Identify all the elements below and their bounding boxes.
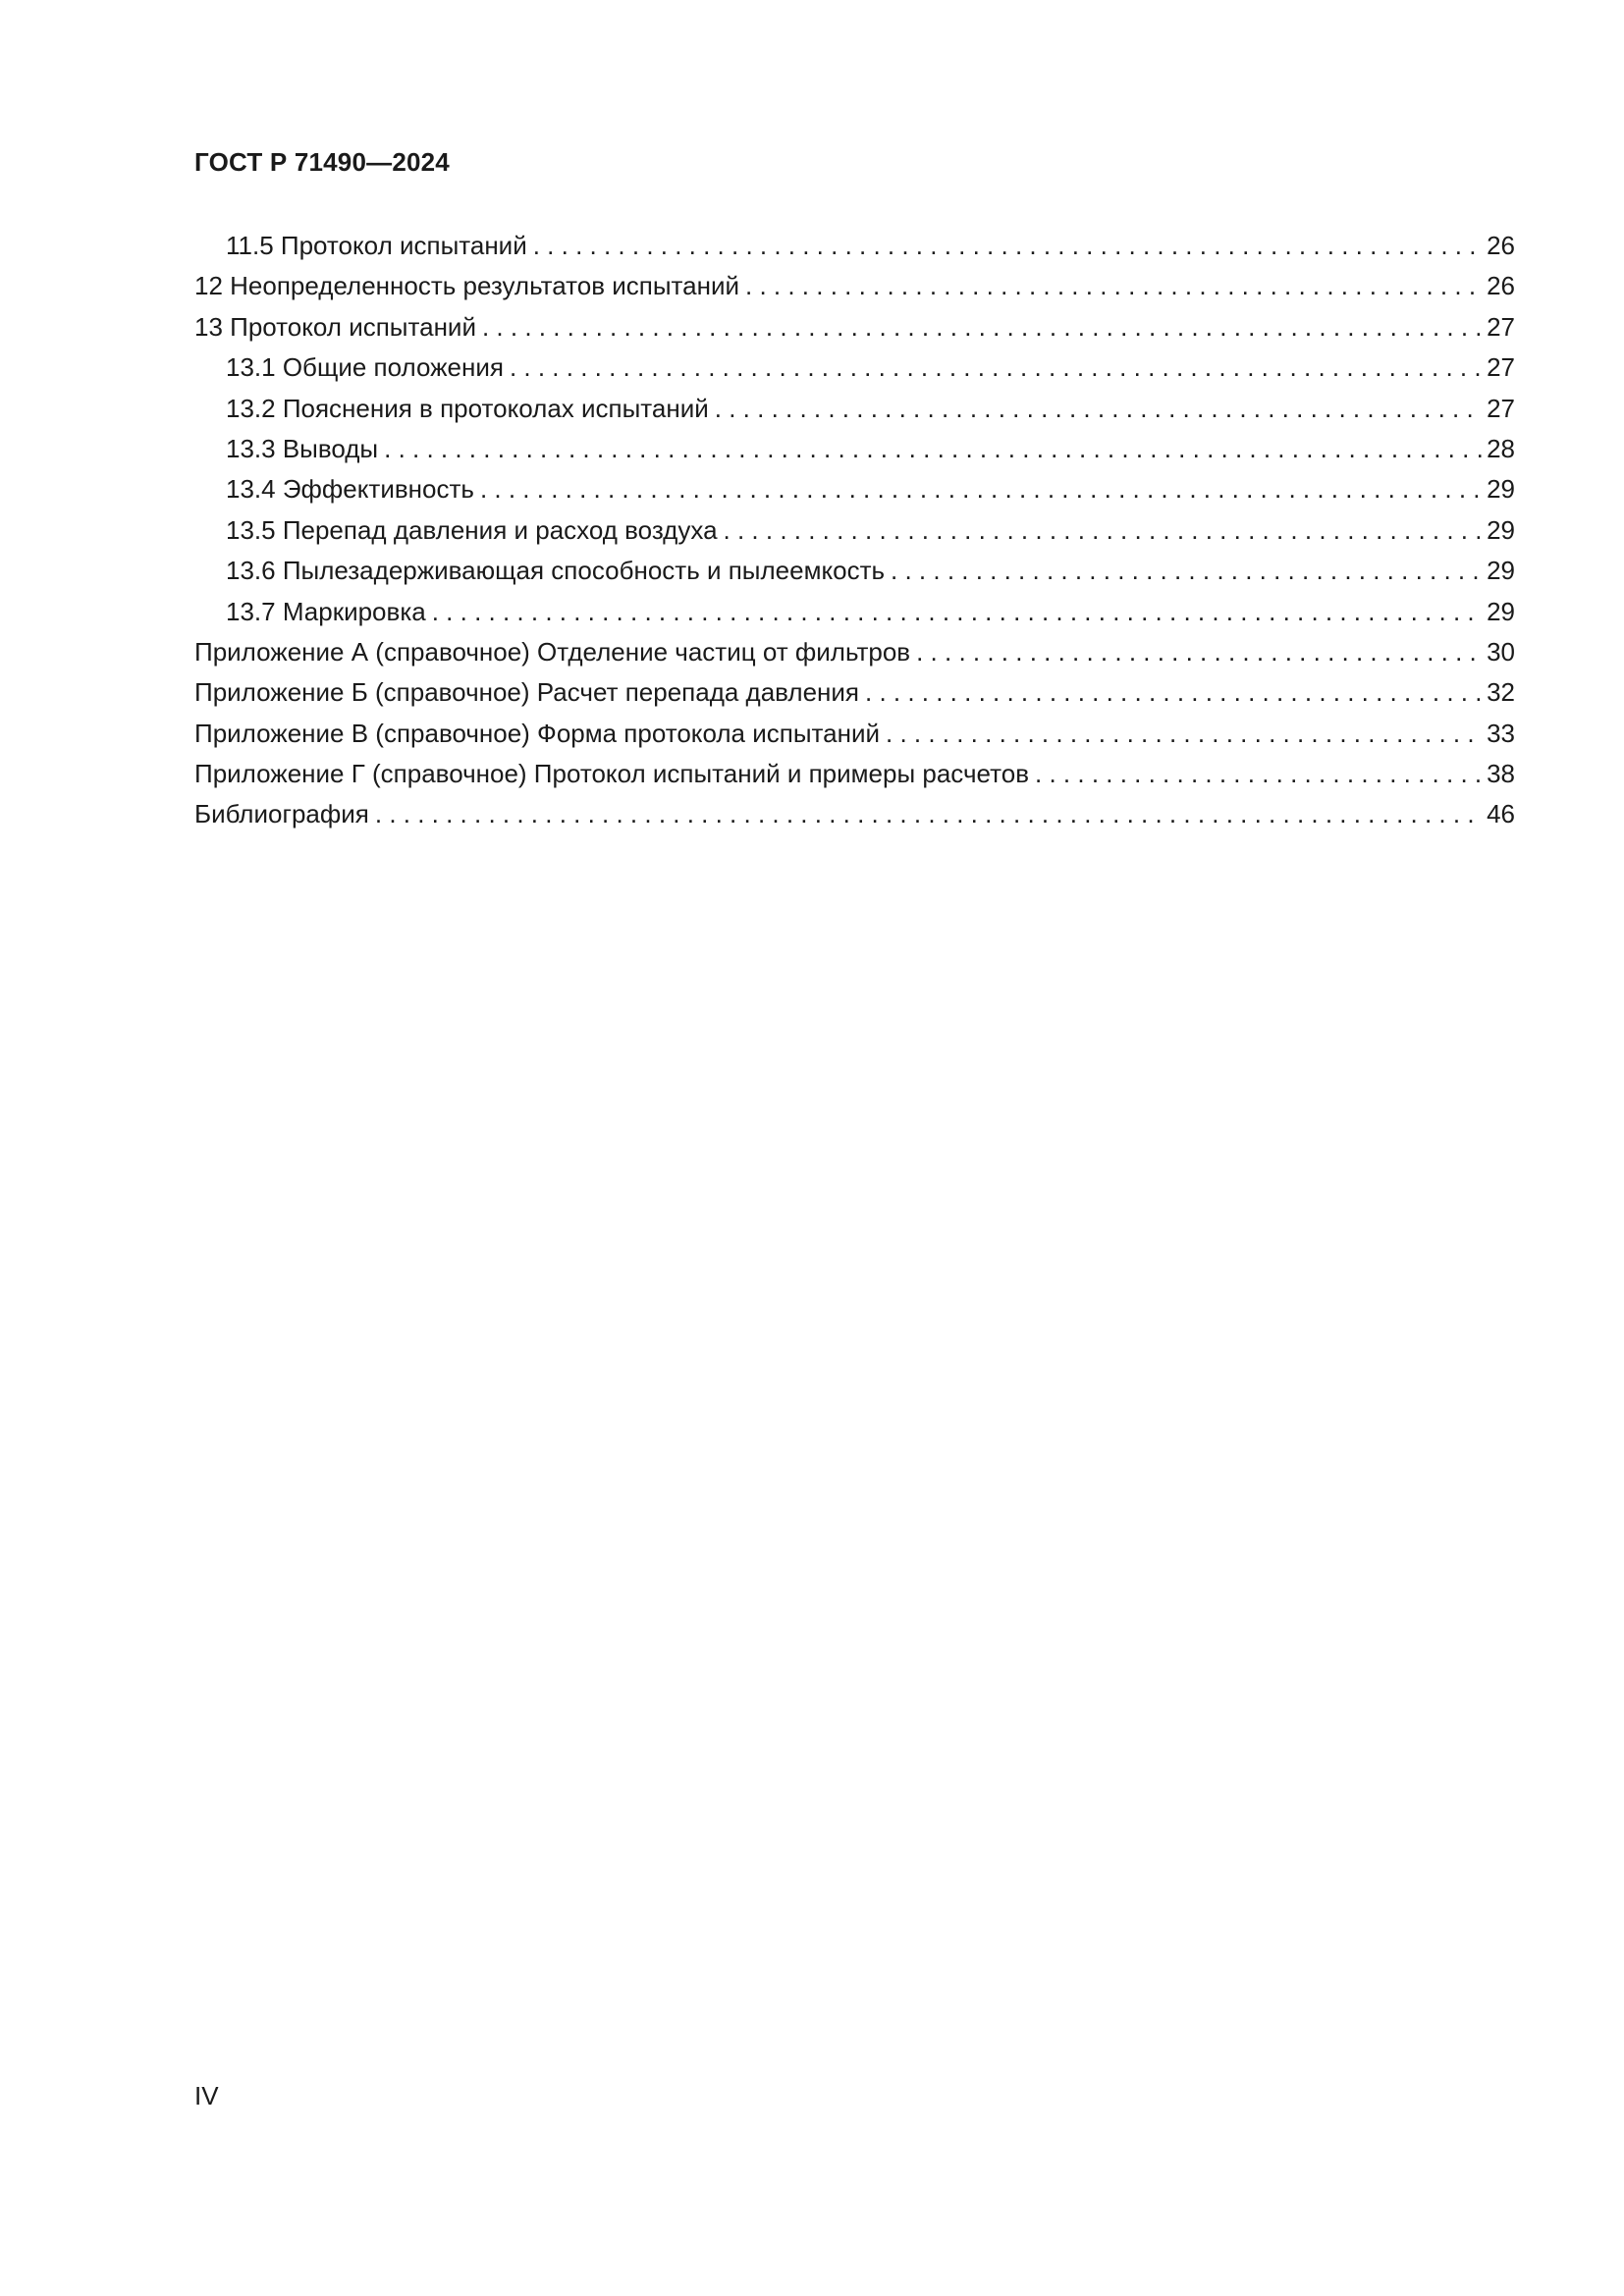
toc-leader-dots xyxy=(891,551,1483,591)
toc-entry-label: Приложение В (справочное) Форма протокола испытаний xyxy=(194,718,880,748)
toc-entry-13[interactable] xyxy=(194,307,1515,347)
toc-entry-label: 11.5 Протокол испытаний xyxy=(226,231,527,260)
toc-leader-dots xyxy=(482,307,1483,347)
toc-entry-label: 13.1 Общие положения xyxy=(226,352,504,383)
table-of-contents xyxy=(194,226,1515,835)
toc-entry-appendix-v[interactable] xyxy=(194,714,1515,754)
toc-leader-dots xyxy=(865,672,1483,713)
toc-entry-appendix-a[interactable] xyxy=(194,632,1515,672)
toc-entry-13-3[interactable] xyxy=(194,429,1515,469)
toc-leader-dots xyxy=(384,429,1483,469)
toc-entry-13-7[interactable] xyxy=(194,592,1515,632)
toc-leader-dots xyxy=(724,510,1484,551)
toc-entry-page: 29 xyxy=(1487,556,1515,586)
toc-entry-page: 29 xyxy=(1487,474,1515,505)
toc-leader-dots xyxy=(432,592,1483,632)
toc-leader-dots xyxy=(916,632,1483,672)
toc-entry-label: Приложение Б (справочное) Расчет перепада давления xyxy=(194,677,859,708)
toc-entry-page: 30 xyxy=(1487,636,1515,667)
toc-entry-appendix-b[interactable] xyxy=(194,672,1515,713)
toc-entry-page: 27 xyxy=(1487,393,1515,423)
toc-entry-label: Библиография xyxy=(194,799,369,829)
toc-entry-page: 46 xyxy=(1487,799,1515,829)
toc-entry-13-5[interactable] xyxy=(194,510,1515,551)
toc-entry-label: 13.4 Эффективность xyxy=(226,474,474,505)
toc-entry-page: 28 xyxy=(1487,433,1515,463)
toc-entry-13-1[interactable] xyxy=(194,347,1515,388)
toc-entry-label: Приложение Г (справочное) Протокол испытаний и примеры расчетов xyxy=(194,759,1030,789)
toc-entry-label: 13.6 Пылезадерживающая способность и пылеемкость xyxy=(226,556,886,586)
toc-entry-page: 26 xyxy=(1487,231,1515,260)
toc-entry-page: 33 xyxy=(1487,718,1515,748)
toc-entry-page: 32 xyxy=(1487,677,1515,708)
toc-entry-bibliography[interactable] xyxy=(194,794,1515,834)
toc-entry-page: 29 xyxy=(1487,596,1515,626)
toc-leader-dots xyxy=(480,469,1483,509)
toc-leader-dots xyxy=(510,347,1483,388)
toc-entry-page: 27 xyxy=(1487,352,1515,383)
toc-entry-13-2[interactable] xyxy=(194,389,1515,429)
toc-entry-page: 26 xyxy=(1487,271,1515,301)
toc-leader-dots xyxy=(745,266,1483,306)
toc-entry-label: 12 Неопределенность результатов испытаний xyxy=(194,271,740,301)
toc-entry-appendix-g[interactable] xyxy=(194,754,1515,794)
toc-leader-dots xyxy=(1035,754,1483,794)
toc-entry-page: 38 xyxy=(1487,759,1515,789)
toc-entry-page: 27 xyxy=(1487,311,1515,342)
page-number: IV xyxy=(194,2081,219,2110)
toc-entry-13-6[interactable] xyxy=(194,551,1515,591)
toc-entry-13-4[interactable] xyxy=(194,469,1515,509)
toc-entry-label: Приложение А (справочное) Отделение частиц от фильтров xyxy=(194,636,911,667)
toc-entry-label: 13.5 Перепад давления и расход воздуха xyxy=(226,514,718,545)
toc-leader-dots xyxy=(375,794,1483,834)
toc-entry-label: 13.7 Маркировка xyxy=(226,596,426,626)
toc-entry-label: 13.3 Выводы xyxy=(226,433,379,463)
toc-leader-dots xyxy=(715,389,1483,429)
toc-entry-page: 29 xyxy=(1487,514,1515,545)
toc-entry-label: 13.2 Пояснения в протоколах испытаний xyxy=(226,393,709,423)
toc-entry-label: 13 Протокол испытаний xyxy=(194,311,476,342)
document-header: ГОСТ Р 71490—2024 xyxy=(194,147,450,177)
toc-leader-dots xyxy=(886,714,1483,754)
toc-entry-11-5[interactable] xyxy=(194,226,1515,266)
toc-entry-12[interactable] xyxy=(194,266,1515,306)
toc-leader-dots xyxy=(533,226,1483,266)
